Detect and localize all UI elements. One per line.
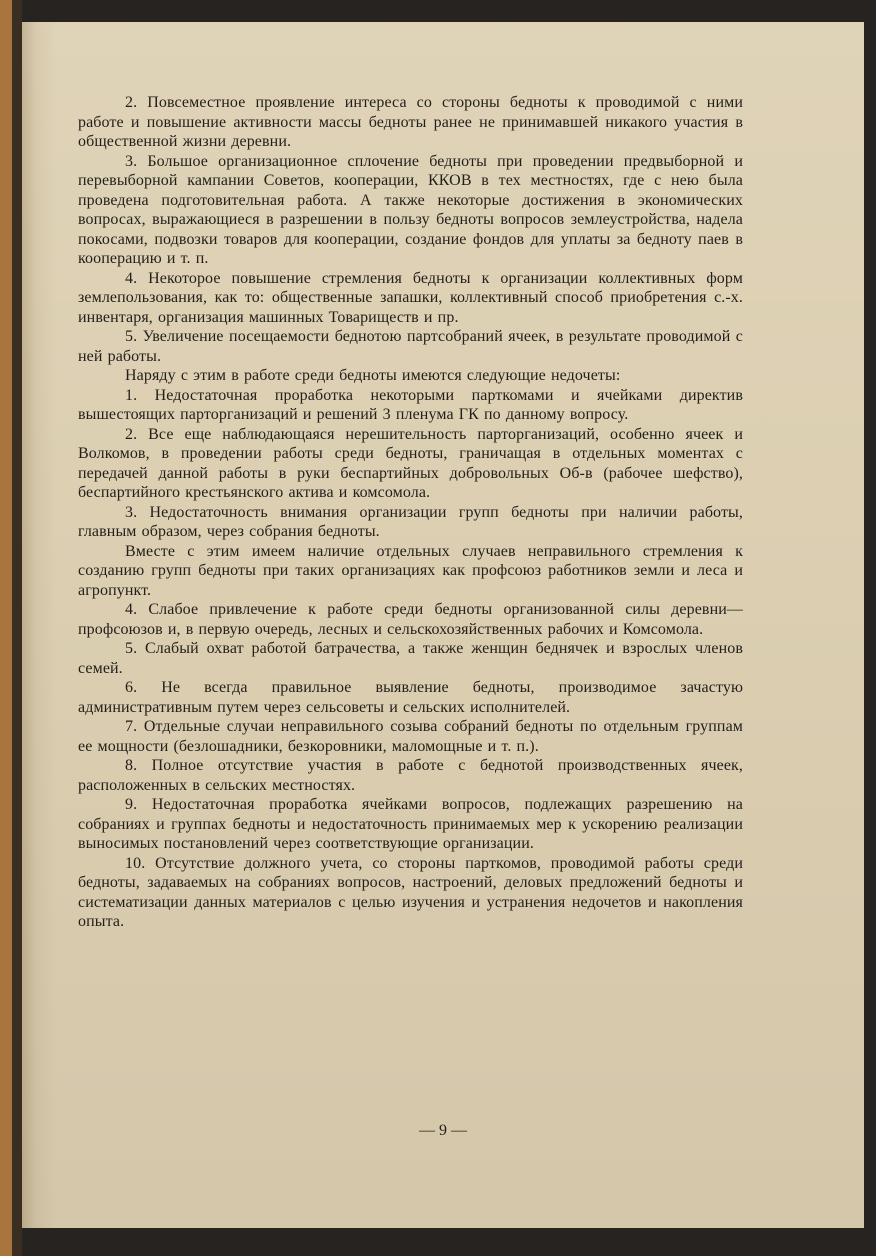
paragraph: 10. Отсутствие должного учета, со стороны парткомов, проводимой работы среди бедноты, задаваемых на собраниях вопросов, настроений, деловых предложений бедноты и систематизации данных материалов с целью изучения и устранения недочетов и накопления опыта. xyxy=(78,854,743,930)
paragraph: 1. Недостаточная проработка некоторыми парткомами и ячейками директив вышестоящих парторганизаций и решений 3 пленума ГК по данному вопросу. xyxy=(78,386,743,423)
paragraph: 7. Отдельные случаи неправильного созыва собраний бедноты по отдельным группам ее мощности (безлошадники, безкоровники, маломощные и т. п.). xyxy=(78,718,743,755)
body-text xyxy=(78,93,743,932)
paragraph: 2. Все еще наблюдающаяся нерешительность парторганизаций, особенно ячеек и Волкомов, в проведении работы среди бедноты, граничащая в отдельных моментах с передачей данной работы в руки беспартийных добровольных Об-в (рабочее шефство), беспартийного крестьянского актива и комсомола. xyxy=(78,425,743,501)
paragraph: Вместе с этим имеем наличие отдельных случаев неправильного стремления к созданию групп бедноты при таких организациях как профсоюз работников земли и леса и агропункт. xyxy=(78,542,743,599)
page-number: — 9 — xyxy=(419,1122,467,1139)
binding-gutter-shadow xyxy=(12,0,22,1256)
paragraph: 3. Большое организационное сплочение бедноты при проведении предвыборной и перевыборной кампании Советов, кооперации, ККОВ в тех местностях, где с нею была проведена подготовительная работа. А также некоторые достижения в экономических вопросах, выражающиеся в разрешении в пользу бедноты вопросов землеустройства, надела покосами, подвозки товаров для кооперации, создание фондов для уплаты за бедноту паев в кооперацию и т. п. xyxy=(78,152,743,267)
paragraph: 4. Некоторое повышение стремления бедноты к организации коллективных форм землепользования, как то: общественные запашки, коллективный способ приобретения с.-х. инвентаря, организация машинных Товариществ и пр. xyxy=(78,269,743,326)
paragraph: 8. Полное отсутствие участия в работе с беднотой производственных ячеек, расположенных в сельских местностях. xyxy=(78,757,743,794)
paragraph: 3. Недостаточность внимания организации групп бедноты при наличии работы, главным образом, через собрания бедноты. xyxy=(78,503,743,540)
book-binding-edge xyxy=(0,0,12,1256)
paragraph: 2. Повсеместное проявление интереса со стороны бедноты к проводимой с ними работе и повышение активности массы бедноты ранее не принимавшей никакого участия в общественной жизни деревни. xyxy=(78,94,743,150)
paragraph: 5. Слабый охват работой батрачества, а также женщин беднячек и взрослых членов семей. xyxy=(78,640,743,677)
paragraph: 4. Слабое привлечение к работе среди бедноты организованной силы деревни—профсоюзов и, в первую очередь, лесных и сельскохозяйственных рабочих и Комсомола. xyxy=(78,601,743,638)
paragraph: 9. Недостаточная проработка ячейками вопросов, подлежащих разрешению на собраниях и группах бедноты и недостаточность принимаемых мер к ускорению реализации выносимых постановлений через соответствующие организации. xyxy=(78,796,743,852)
document-page xyxy=(22,22,864,1228)
paragraph: Наряду с этим в работе среди бедноты имеются следующие недочеты: xyxy=(125,367,621,384)
paragraph: 6. Не всегда правильное выявление бедноты, производимое зачастую административным путем через сельсоветы и сельских исполнителей. xyxy=(78,679,743,716)
paragraph: 5. Увеличение посещаемости беднотою партсобраний ячеек, в результате проводимой с ней работы. xyxy=(78,328,743,365)
